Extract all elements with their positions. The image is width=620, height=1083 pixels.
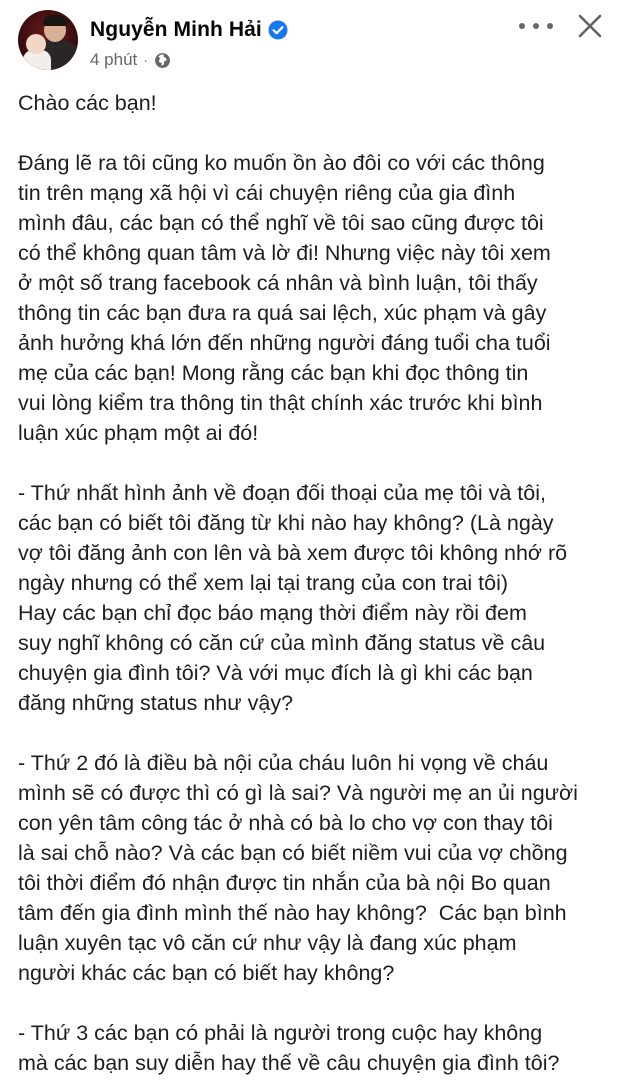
avatar-baby-face — [26, 34, 46, 54]
post-text-line: tâm đến gia đình mình thế nào hay không? Các bạn bình — [18, 901, 567, 925]
post-paragraph — [18, 478, 614, 718]
post-text-line: đăng những status như vậy? — [18, 691, 294, 715]
post-text-line: - Thứ 2 đó là điều bà nội của cháu luôn hi vọng về cháu — [18, 751, 549, 775]
avatar-adult-hair — [43, 15, 67, 26]
author-name[interactable]: Nguyễn Minh Hải — [90, 18, 262, 41]
post-text-line: tin trên mạng xã hội vì cái chuyện riêng của gia đình — [18, 181, 516, 205]
post-header — [0, 0, 620, 80]
post-paragraph — [18, 148, 614, 448]
post-text-line: có thể không quan tâm và lờ đi! Nhưng việc này tôi xem — [18, 241, 551, 265]
paragraph-gap — [18, 448, 614, 478]
paragraph-gap — [18, 988, 614, 1018]
post-paragraph — [18, 88, 614, 118]
post-text-line: suy nghĩ không có căn cứ của mình đăng status về câu — [18, 631, 546, 655]
post-text-line: - Thứ nhất hình ảnh về đoạn đối thoại của mẹ tôi và tôi, — [18, 481, 546, 505]
post-text-line: mình sẽ có được thì có gì là sai? Và người mẹ an ủi người — [18, 781, 578, 805]
post-text-line: con yên tâm công tác ở nhà có bà lo cho vợ con thay tôi — [18, 811, 553, 835]
post-text-line: ở một số trang facebook cá nhân và bình luận, tôi thấy — [18, 271, 538, 295]
more-options-button[interactable] — [514, 14, 558, 38]
post-time[interactable]: 4 phút — [90, 50, 138, 69]
post-text-line: luận xúc phạm một ai đó! — [18, 421, 259, 445]
author-row — [90, 15, 288, 45]
post-text-line: luận xuyên tạc vô căn cứ như vậy là đang xúc phạm — [18, 931, 517, 955]
close-button[interactable] — [572, 8, 608, 44]
post-body-text — [18, 88, 614, 1078]
post-text-line: tôi thời điểm đó nhận được tin nhắn của bà nội Bo quan — [18, 871, 551, 895]
post-text-line: Đáng lẽ ra tôi cũng ko muốn ồn ào đôi co với các thông — [18, 151, 545, 175]
more-dots-icon — [516, 21, 556, 31]
post-text-line: mẹ của các bạn! Mong rằng các bạn khi đọc thông tin — [18, 361, 529, 385]
paragraph-gap — [18, 118, 614, 148]
paragraph-gap — [18, 718, 614, 748]
meta-separator: · — [143, 52, 148, 68]
post-text-line: người khác các bạn có biết hay không? — [18, 961, 395, 985]
post-text-line: chuyện gia đình tôi? Và với mục đích là gì khi các bạn — [18, 661, 533, 685]
post-text-line: là sai chỗ nào? Và các bạn có biết niềm vui của vợ chồng — [18, 841, 568, 865]
post-text-line: vui lòng kiểm tra thông tin thật chính xác trước khi bình — [18, 391, 543, 415]
post-text-line: ảnh hưởng khá lớn đến những người đáng tuổi cha tuổi — [18, 331, 551, 355]
verified-badge-icon — [268, 20, 288, 40]
avatar[interactable] — [18, 10, 78, 70]
post-text-line: ngày nhưng có thể xem lại tại trang của con trai tôi) — [18, 571, 509, 595]
post-paragraph — [18, 1018, 614, 1078]
post-text-line: Hay các bạn chỉ đọc báo mạng thời điểm này rồi đem — [18, 601, 527, 625]
post-text-line: vợ tôi đăng ảnh con lên và bà xem được tôi không nhớ rõ — [18, 541, 568, 565]
post-paragraph — [18, 748, 614, 988]
post-text-line: thông tin các bạn đưa ra quá sai lệch, xúc phạm và gây — [18, 301, 547, 325]
close-icon — [577, 13, 603, 39]
post-meta — [90, 49, 171, 71]
globe-icon[interactable] — [154, 52, 171, 69]
post-text-line: mình đâu, các bạn có thể nghĩ về tôi sao cũng được tôi — [18, 211, 544, 235]
post-text-line: các bạn có biết tôi đăng từ khi nào hay không? (Là ngày — [18, 511, 554, 535]
post-text-line: - Thứ 3 các bạn có phải là người trong cuộc hay không — [18, 1021, 543, 1045]
post-text-line: mà các bạn suy diễn hay thế về câu chuyện gia đình tôi? — [18, 1051, 560, 1075]
post-text-line: Chào các bạn! — [18, 91, 157, 115]
